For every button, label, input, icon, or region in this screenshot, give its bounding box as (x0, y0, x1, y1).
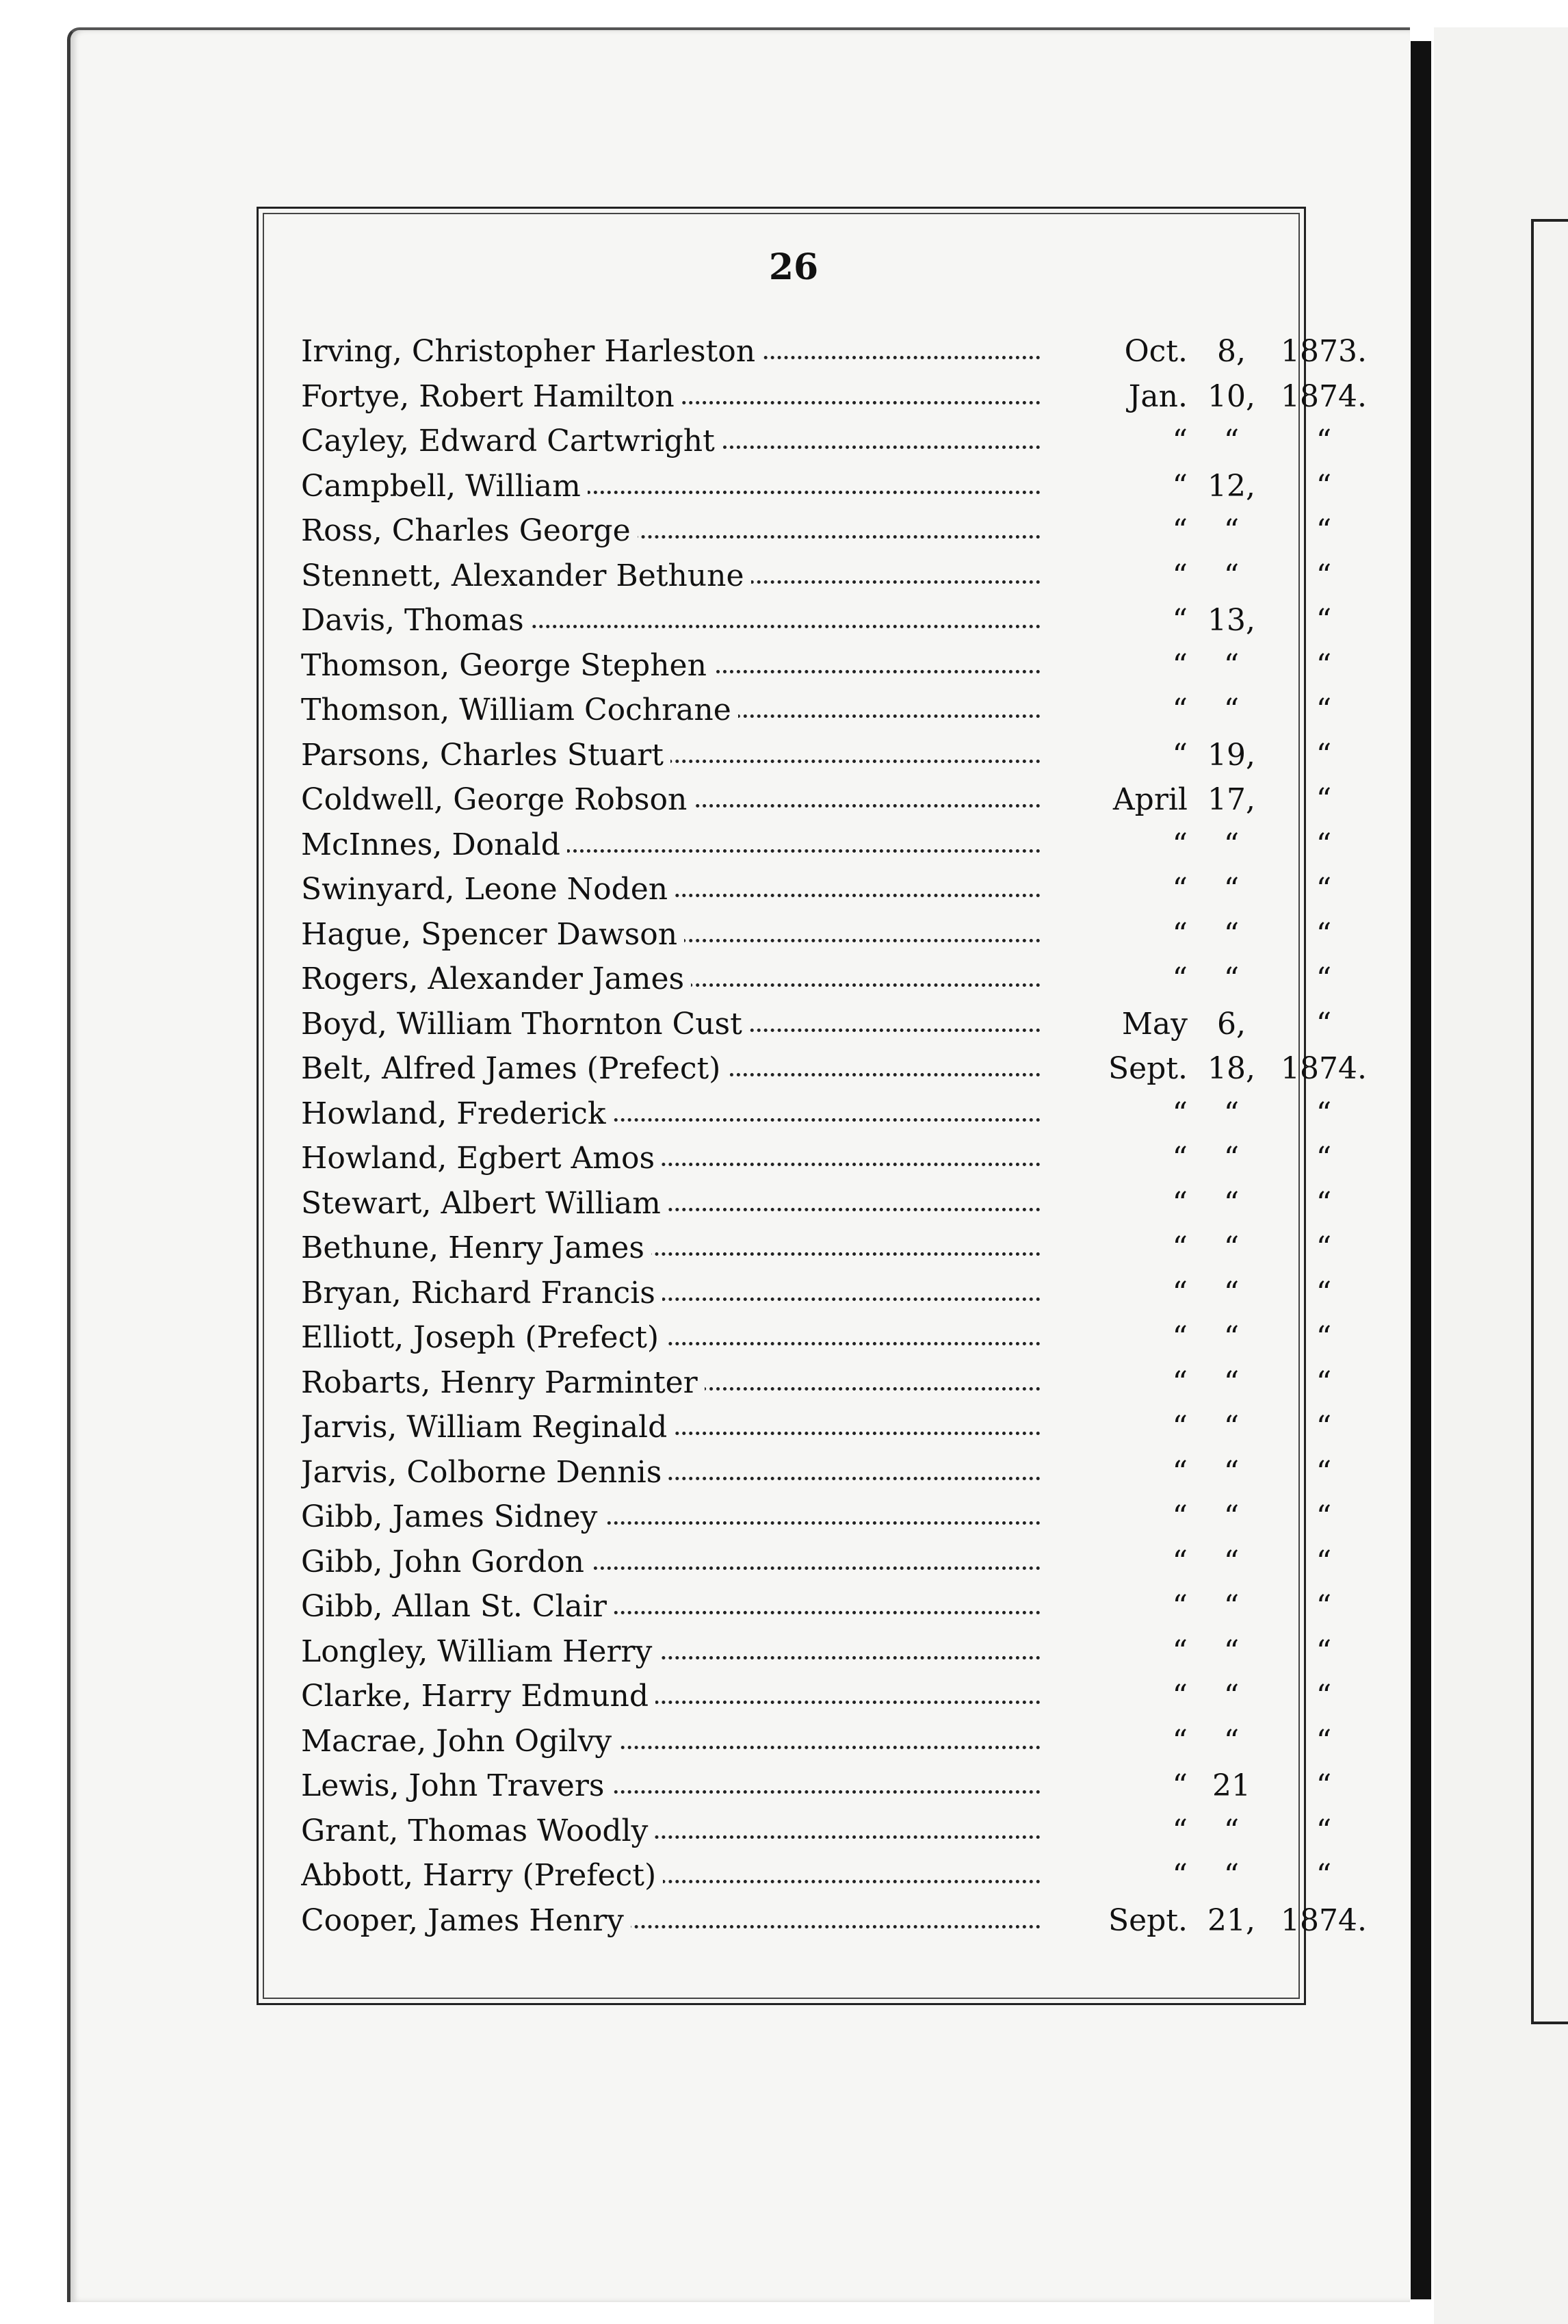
entry-month: Sept. (1040, 1051, 1188, 1086)
entry-name: Cooper, James Henry (301, 1903, 631, 1938)
entry-day: 12, (1207, 468, 1255, 504)
entry-month: “ (1040, 961, 1188, 996)
entry-day: “ (1223, 1410, 1240, 1445)
entry-year: “ (1316, 1275, 1332, 1311)
entry-year: “ (1316, 1185, 1332, 1221)
entry-year: “ (1316, 693, 1332, 727)
entry-month: “ (1040, 1455, 1188, 1490)
entry-name: Macrae, John Ogilvy (301, 1724, 618, 1759)
book-spine (1411, 41, 1431, 2299)
entry-month: “ (1040, 917, 1188, 952)
list-item (287, 1230, 1332, 1276)
list-item (287, 1768, 1332, 1813)
entry-day: “ (1223, 1589, 1240, 1624)
entry-name: Bethune, Henry James (301, 1230, 651, 1265)
entry-day: “ (1223, 1320, 1240, 1355)
entry-month: “ (1040, 1096, 1188, 1131)
entry-day: “ (1223, 1275, 1240, 1311)
entry-day: “ (1223, 513, 1240, 548)
entry-month: “ (1040, 1858, 1188, 1893)
list-item (287, 1141, 1332, 1186)
entry-month: “ (1040, 1141, 1188, 1176)
list-item (287, 1365, 1332, 1410)
entry-name: Irving, Christopher Harleston (301, 334, 762, 369)
entry-year: 1874. (1281, 1902, 1367, 1938)
facing-page-frame (1531, 219, 1568, 2024)
entry-name: Hague, Spencer Dawson (301, 917, 684, 952)
entry-month: “ (1040, 1724, 1188, 1759)
entry-year: “ (1316, 1679, 1332, 1714)
entry-day: 13, (1207, 603, 1255, 638)
entry-name: Abbott, Harry (Prefect) (301, 1858, 663, 1893)
entry-year: “ (1316, 1410, 1332, 1445)
entry-year: “ (1316, 1096, 1332, 1131)
list-item (287, 782, 1332, 827)
list-item (287, 334, 1367, 379)
list-item (287, 1589, 1332, 1634)
entry-day: “ (1223, 1723, 1240, 1759)
entry-month: “ (1040, 693, 1188, 727)
list-item (287, 916, 1332, 962)
entry-year: “ (1316, 424, 1332, 459)
entry-year: 1874. (1281, 378, 1367, 414)
entry-year: “ (1316, 468, 1332, 504)
entry-month: April (1040, 782, 1188, 817)
entry-day: “ (1223, 872, 1240, 907)
entry-day: “ (1223, 1499, 1240, 1534)
entry-name: Swinyard, Leone Noden (301, 872, 675, 907)
entry-day: 19, (1207, 737, 1255, 773)
entry-month: Sept. (1040, 1903, 1188, 1938)
list-item (287, 1051, 1367, 1096)
list-item (287, 1454, 1332, 1500)
entry-year: 1874. (1281, 1051, 1367, 1086)
entry-year: “ (1316, 1634, 1332, 1669)
entry-year: “ (1316, 1723, 1332, 1759)
entry-month: “ (1040, 603, 1188, 638)
list-item (287, 1902, 1367, 1948)
list-item (287, 737, 1332, 783)
entry-day: “ (1223, 1813, 1240, 1848)
entry-year: “ (1316, 827, 1332, 862)
entry-day: 8, (1217, 334, 1246, 369)
entry-name: Campbell, William (301, 469, 588, 504)
entry-month: “ (1040, 1186, 1188, 1221)
entry-year: “ (1316, 737, 1332, 773)
list-item (287, 1096, 1332, 1141)
entry-month: Oct. (1040, 334, 1188, 369)
entry-year: “ (1316, 1365, 1332, 1400)
list-item (287, 1858, 1332, 1903)
entry-year: “ (1316, 1544, 1332, 1579)
entry-year: “ (1316, 603, 1332, 638)
list-item (287, 961, 1332, 1007)
entry-year: “ (1316, 1858, 1332, 1893)
entry-year: “ (1316, 1499, 1332, 1534)
entry-name: Robarts, Henry Parminter (301, 1365, 705, 1400)
entry-name: Howland, Egbert Amos (301, 1141, 662, 1176)
entry-day: 17, (1207, 782, 1255, 817)
entry-day: “ (1223, 558, 1240, 593)
list-item (287, 1499, 1332, 1545)
list-item (287, 1634, 1332, 1679)
entry-name: Thomson, George Stephen (301, 648, 714, 683)
entry-month: “ (1040, 1276, 1188, 1311)
entry-year: “ (1316, 513, 1332, 548)
list-item (287, 827, 1332, 873)
entry-year: “ (1316, 1768, 1332, 1803)
entry-name: Belt, Alfred James (Prefect) (301, 1051, 727, 1086)
entry-day: “ (1223, 424, 1240, 459)
entry-name: Lewis, John Travers (301, 1768, 611, 1803)
entry-month: “ (1040, 1768, 1188, 1803)
entry-month: “ (1040, 1813, 1188, 1848)
entry-name: McInnes, Donald (301, 827, 567, 862)
entry-month: “ (1040, 738, 1188, 773)
entry-year: “ (1316, 1320, 1332, 1355)
entry-day: “ (1223, 1544, 1240, 1579)
list-item (287, 1275, 1332, 1321)
entry-name: Ross, Charles George (301, 513, 638, 548)
list-item (287, 424, 1332, 469)
entry-day: “ (1223, 1634, 1240, 1669)
entry-year: “ (1316, 916, 1332, 952)
list-item (287, 872, 1332, 917)
list-item (287, 1320, 1332, 1365)
entry-year: “ (1316, 1589, 1332, 1624)
student-list (287, 334, 1367, 1948)
entry-day: “ (1223, 1230, 1240, 1265)
entry-name: Parsons, Charles Stuart (301, 738, 670, 773)
entry-year: “ (1316, 961, 1332, 996)
entry-day: 21 (1212, 1768, 1251, 1803)
entry-month: “ (1040, 827, 1188, 862)
entry-name: Fortye, Robert Hamilton (301, 379, 681, 414)
entry-month: “ (1040, 1410, 1188, 1445)
entry-month: “ (1040, 872, 1188, 907)
entry-name: Stewart, Albert William (301, 1186, 668, 1221)
list-item (287, 1813, 1332, 1859)
entry-month: “ (1040, 558, 1188, 593)
entry-year: “ (1316, 1230, 1332, 1265)
left-margin (0, 0, 16, 2324)
entry-month: “ (1040, 648, 1188, 683)
entry-name: Grant, Thomas Woodly (301, 1813, 655, 1848)
entry-day: 10, (1207, 378, 1255, 414)
entry-name: Coldwell, George Robson (301, 782, 694, 817)
entry-month: “ (1040, 1634, 1188, 1669)
entry-year: “ (1316, 1006, 1332, 1042)
entry-month: “ (1040, 1545, 1188, 1579)
entry-name: Elliott, Joseph (Prefect) (301, 1320, 666, 1355)
list-item (287, 1006, 1332, 1052)
list-item (287, 468, 1332, 514)
entry-month: “ (1040, 1589, 1188, 1624)
entry-day: “ (1223, 1679, 1240, 1714)
entry-month: May (1040, 1007, 1188, 1042)
entry-month: “ (1040, 1230, 1188, 1265)
list-item (287, 1185, 1332, 1231)
entry-name: Howland, Frederick (301, 1096, 613, 1131)
entry-name: Jarvis, Colborne Dennis (301, 1455, 668, 1490)
entry-month: “ (1040, 1679, 1188, 1714)
entry-year: “ (1316, 872, 1332, 907)
entry-name: Davis, Thomas (301, 603, 531, 638)
entry-month: “ (1040, 513, 1188, 548)
list-item (287, 1723, 1332, 1769)
entry-month: “ (1040, 1320, 1188, 1355)
entry-day: “ (1223, 916, 1240, 952)
entry-day: 6, (1217, 1006, 1246, 1042)
entry-name: Longley, William Herry (301, 1634, 659, 1669)
list-item (287, 558, 1332, 604)
entry-name: Boyd, William Thornton Cust (301, 1007, 749, 1042)
entry-name: Clarke, Harry Edmund (301, 1679, 655, 1714)
entry-name: Bryan, Richard Francis (301, 1276, 662, 1311)
entry-day: “ (1223, 693, 1240, 727)
entry-name: Gibb, James Sidney (301, 1499, 604, 1534)
list-item (287, 647, 1332, 693)
entry-year: “ (1316, 782, 1332, 817)
entry-day: “ (1223, 1454, 1240, 1490)
list-item (287, 513, 1332, 558)
entry-day: “ (1223, 1096, 1240, 1131)
entry-name: Stennett, Alexander Bethune (301, 558, 751, 593)
list-item (287, 1544, 1332, 1590)
entry-month: “ (1040, 1365, 1188, 1400)
list-item (287, 693, 1332, 738)
entry-name: Gibb, Allan St. Clair (301, 1589, 614, 1624)
entry-year: “ (1316, 1141, 1332, 1176)
entry-month: “ (1040, 424, 1188, 459)
entry-day: “ (1223, 647, 1240, 683)
entry-day: “ (1223, 827, 1240, 862)
list-item (287, 378, 1367, 424)
entry-year: “ (1316, 1813, 1332, 1848)
entry-name: Jarvis, William Reginald (301, 1410, 674, 1445)
entry-year: 1873. (1281, 334, 1367, 369)
entry-day: “ (1223, 1141, 1240, 1176)
entry-name: Gibb, John Gordon (301, 1545, 591, 1579)
entry-day: “ (1223, 961, 1240, 996)
entry-month: “ (1040, 469, 1188, 504)
entry-day: “ (1223, 1185, 1240, 1221)
entry-day: 21, (1207, 1902, 1255, 1938)
entry-year: “ (1316, 558, 1332, 593)
entry-month: Jan. (1040, 379, 1188, 414)
entry-name: Cayley, Edward Cartwright (301, 424, 722, 459)
entry-day: 18, (1207, 1051, 1255, 1086)
entry-year: “ (1316, 1454, 1332, 1490)
entry-name: Thomson, William Cochrane (301, 693, 738, 727)
entry-day: “ (1223, 1365, 1240, 1400)
list-item (287, 1679, 1332, 1724)
entry-day: “ (1223, 1858, 1240, 1893)
list-item (287, 1410, 1332, 1455)
page-number: 26 (768, 246, 819, 288)
list-item (287, 603, 1332, 648)
entry-month: “ (1040, 1499, 1188, 1534)
entry-name: Rogers, Alexander James (301, 961, 691, 996)
entry-year: “ (1316, 647, 1332, 683)
